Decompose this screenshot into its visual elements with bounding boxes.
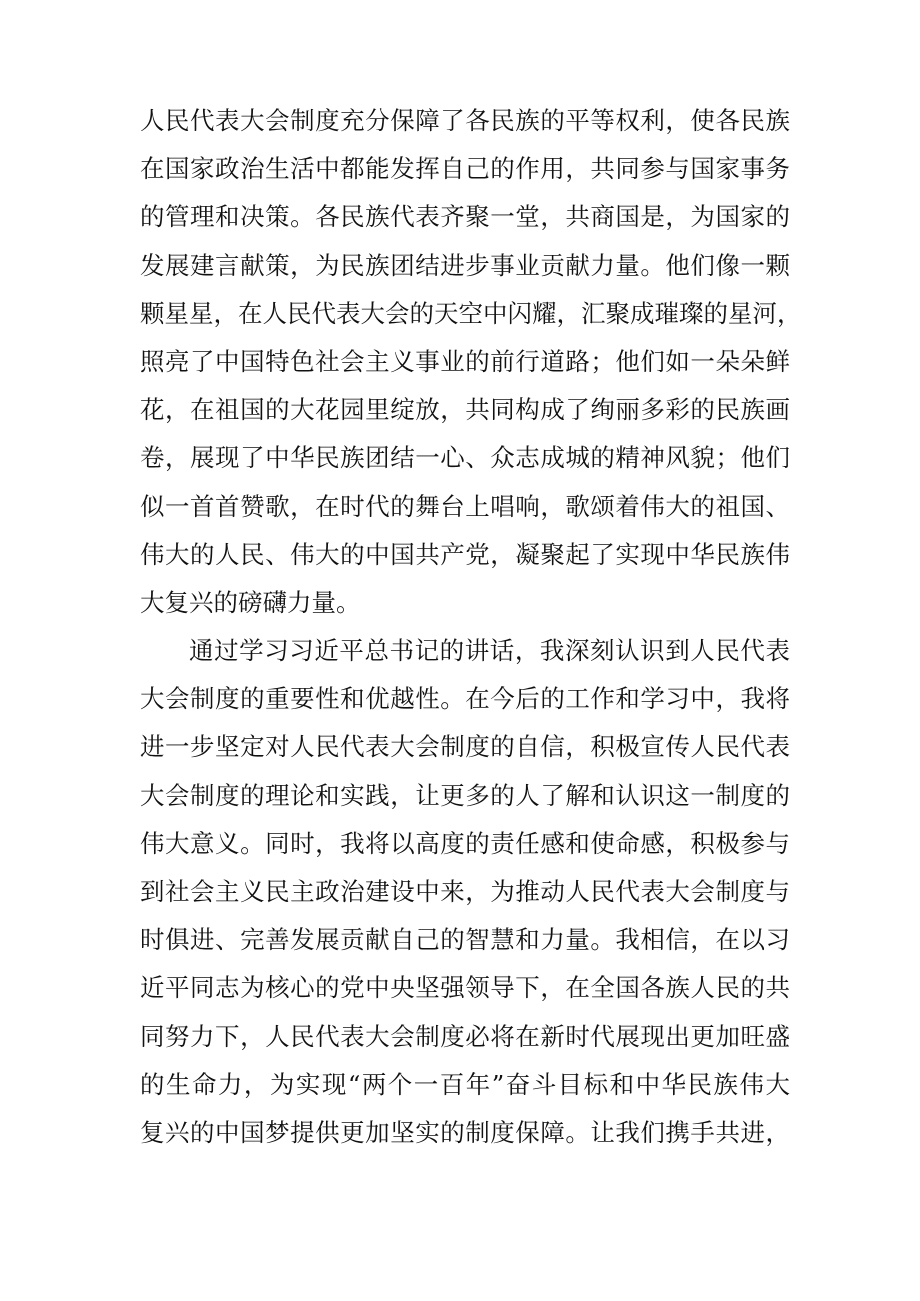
text-line: 的生命力，为实现“两个一百年”奋斗目标和中华民族伟大 xyxy=(140,1069,790,1099)
paragraph-1 xyxy=(140,97,802,627)
text-line: 大复兴的磅礴力量。 xyxy=(140,587,361,617)
text-line: 大会制度的理论和实践，让更多的人了解和认识这一制度的 xyxy=(140,780,790,810)
text-line: 似一首首赞歌，在时代的舞台上唱响，歌颂着伟大的祖国、 xyxy=(140,491,790,521)
text-line: 时俱进、完善发展贡献自己的智慧和力量。我相信，在以习 xyxy=(140,925,790,955)
text-line: 在国家政治生活中都能发挥自己的作用，共同参与国家事务 xyxy=(140,154,790,184)
text-line: 进一步坚定对人民代表大会制度的自信，积极宣传人民代表 xyxy=(140,732,790,762)
text-line: 照亮了中国特色社会主义事业的前行道路；他们如一朵朵鲜 xyxy=(140,346,790,376)
text-line: 伟大意义。同时，我将以高度的责任感和使命感，积极参与 xyxy=(140,828,790,858)
text-line: 同努力下，人民代表大会制度必将在新时代展现出更加旺盛 xyxy=(140,1021,790,1051)
text-line: 通过学习习近平总书记的讲话，我深刻认识到人民代表 xyxy=(189,636,790,666)
text-line: 近平同志为核心的党中央坚强领导下，在全国各族人民的共 xyxy=(140,973,790,1003)
text-line: 大会制度的重要性和优越性。在今后的工作和学习中，我将 xyxy=(140,684,790,714)
body-text xyxy=(140,97,802,1157)
text-line: 卷，展现了中华民族团结一心、众志成城的精神风貌；他们 xyxy=(140,443,790,473)
text-line: 到社会主义民主政治建设中来，为推动人民代表大会制度与 xyxy=(140,877,790,906)
text-line: 花，在祖国的大花园里绽放，共同构成了绚丽多彩的民族画 xyxy=(140,395,790,425)
text-line: 伟大的人民、伟大的中国共产党，凝聚起了实现中华民族伟 xyxy=(140,539,790,569)
text-line: 颗星星，在人民代表大会的天空中闪耀，汇聚成璀璨的星河， xyxy=(140,298,802,328)
text-line: 人民代表大会制度充分保障了各民族的平等权利，使各民族 xyxy=(140,106,790,135)
paragraph-2 xyxy=(140,627,790,1157)
text-line: 发展建言献策，为民族团结进步事业贡献力量。他们像一颗 xyxy=(140,250,790,280)
text-line: 的管理和决策。各民族代表齐聚一堂，共商国是，为国家的 xyxy=(140,202,790,232)
text-line: 复兴的中国梦提供更加坚实的制度保障。让我们携手共进， xyxy=(140,1117,790,1147)
